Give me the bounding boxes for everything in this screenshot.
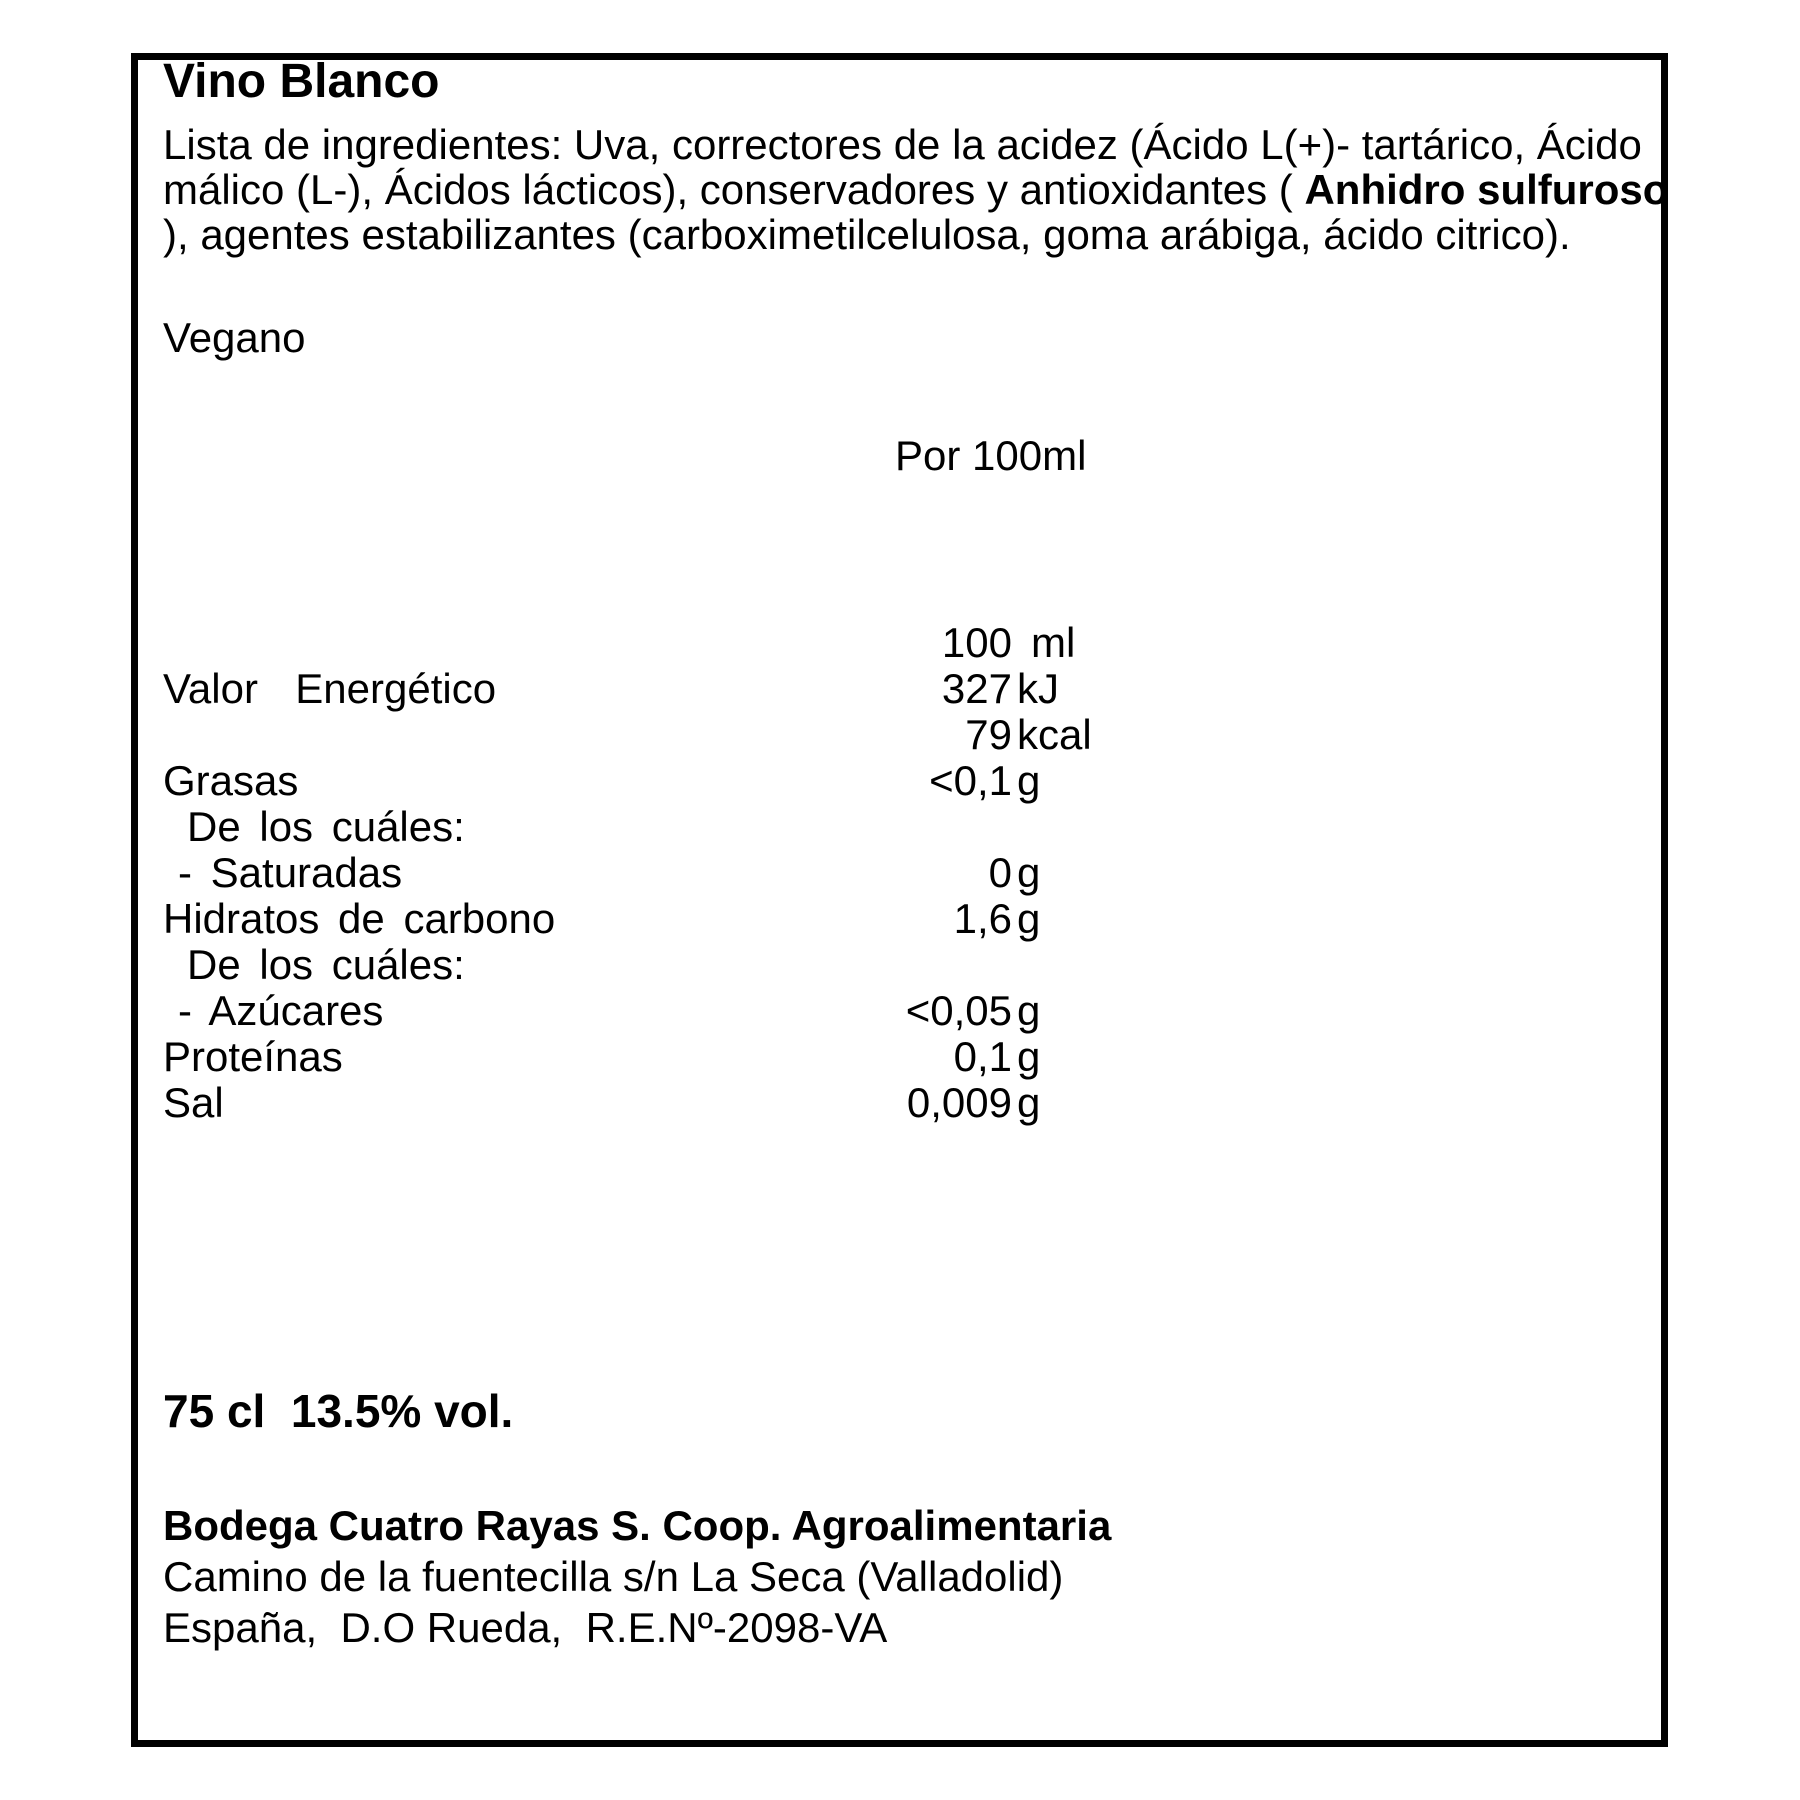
nutrition-value: 0,009 xyxy=(906,1079,1012,1126)
nutrition-row xyxy=(163,758,1103,804)
producer-block xyxy=(163,1500,1111,1653)
nutrition-value: <0,05 xyxy=(905,987,1012,1034)
volume-alcohol-line: 75 cl 13.5% vol. xyxy=(163,1385,514,1437)
nutrition-unit: kJ xyxy=(1017,665,1059,712)
product-title: Vino Blanco xyxy=(163,55,440,108)
nutrition-row xyxy=(163,712,1103,758)
ingredient-text: Lista de ingredientes: Uva, correctores de la acidez (Ácido L(+)- tartárico, Ácido xyxy=(163,121,1642,168)
nutrition-label: De los cuáles: xyxy=(187,941,465,988)
nutrition-label: Hidratos de carbono xyxy=(163,895,556,942)
nutrition-unit: ml xyxy=(1031,619,1076,666)
nutrition-value: 0 xyxy=(988,849,1012,896)
ingredient-text: ), agentes estabilizantes (carboximetilcelulosa, goma arábiga, ácido citrico). xyxy=(163,211,1571,258)
producer-address: Camino de la fuentecilla s/n La Seca (Valladolid) xyxy=(163,1553,1064,1600)
nutrition-row xyxy=(163,988,1103,1034)
nutrition-value: 79 xyxy=(965,711,1012,758)
nutrition-unit: g xyxy=(1017,1079,1041,1126)
nutrition-label: - Saturadas xyxy=(178,849,403,896)
nutrition-column-header: Por 100ml xyxy=(895,432,1087,479)
nutrition-label: Valor Energético xyxy=(163,665,497,712)
nutrition-unit: kcal xyxy=(1017,711,1092,758)
ingredient-text: málico (L-), Ácidos lácticos), conservadores y antioxidantes ( xyxy=(163,166,1305,213)
nutrition-unit: g xyxy=(1017,757,1041,804)
nutrition-label: Grasas xyxy=(163,757,299,804)
nutrition-label: Proteínas xyxy=(163,1033,343,1080)
nutrition-label: De los cuáles: xyxy=(187,803,465,850)
nutrition-table xyxy=(163,620,1103,1126)
nutrition-row xyxy=(163,1080,1103,1126)
nutrition-value: 0,1 xyxy=(953,1033,1012,1080)
nutrition-row xyxy=(163,942,1103,988)
nutrition-row xyxy=(163,850,1103,896)
producer-name: Bodega Cuatro Rayas S. Coop. Agroalimentaria xyxy=(163,1502,1112,1549)
ingredient-bold-text: Anhidro sulfuroso xyxy=(1304,166,1669,213)
nutrition-unit: g xyxy=(1017,895,1041,942)
nutrition-row xyxy=(163,896,1103,942)
nutrition-value: 100 xyxy=(941,619,1012,666)
nutrition-row xyxy=(163,620,1103,666)
ingredients-line xyxy=(163,166,1669,213)
producer-region: España, D.O Rueda, R.E.Nº-2098-VA xyxy=(163,1604,888,1651)
ingredients-paragraph xyxy=(163,121,1669,258)
ingredients-line xyxy=(163,211,1571,258)
nutrition-unit: g xyxy=(1017,1033,1041,1080)
nutrition-unit: g xyxy=(1017,987,1041,1034)
nutrition-row xyxy=(163,804,1103,850)
nutrition-row xyxy=(163,666,1103,712)
nutrition-value: <0,1 xyxy=(929,757,1012,804)
nutrition-value: 327 xyxy=(941,665,1012,712)
nutrition-rows xyxy=(163,620,1103,1126)
ingredients-line xyxy=(163,121,1642,168)
nutrition-row xyxy=(163,1034,1103,1080)
nutrition-label: - Azúcares xyxy=(178,987,384,1034)
nutrition-unit: g xyxy=(1017,849,1041,896)
nutrition-label: Sal xyxy=(163,1079,224,1126)
vegan-label: Vegano xyxy=(163,314,306,361)
nutrition-value: 1,6 xyxy=(953,895,1012,942)
